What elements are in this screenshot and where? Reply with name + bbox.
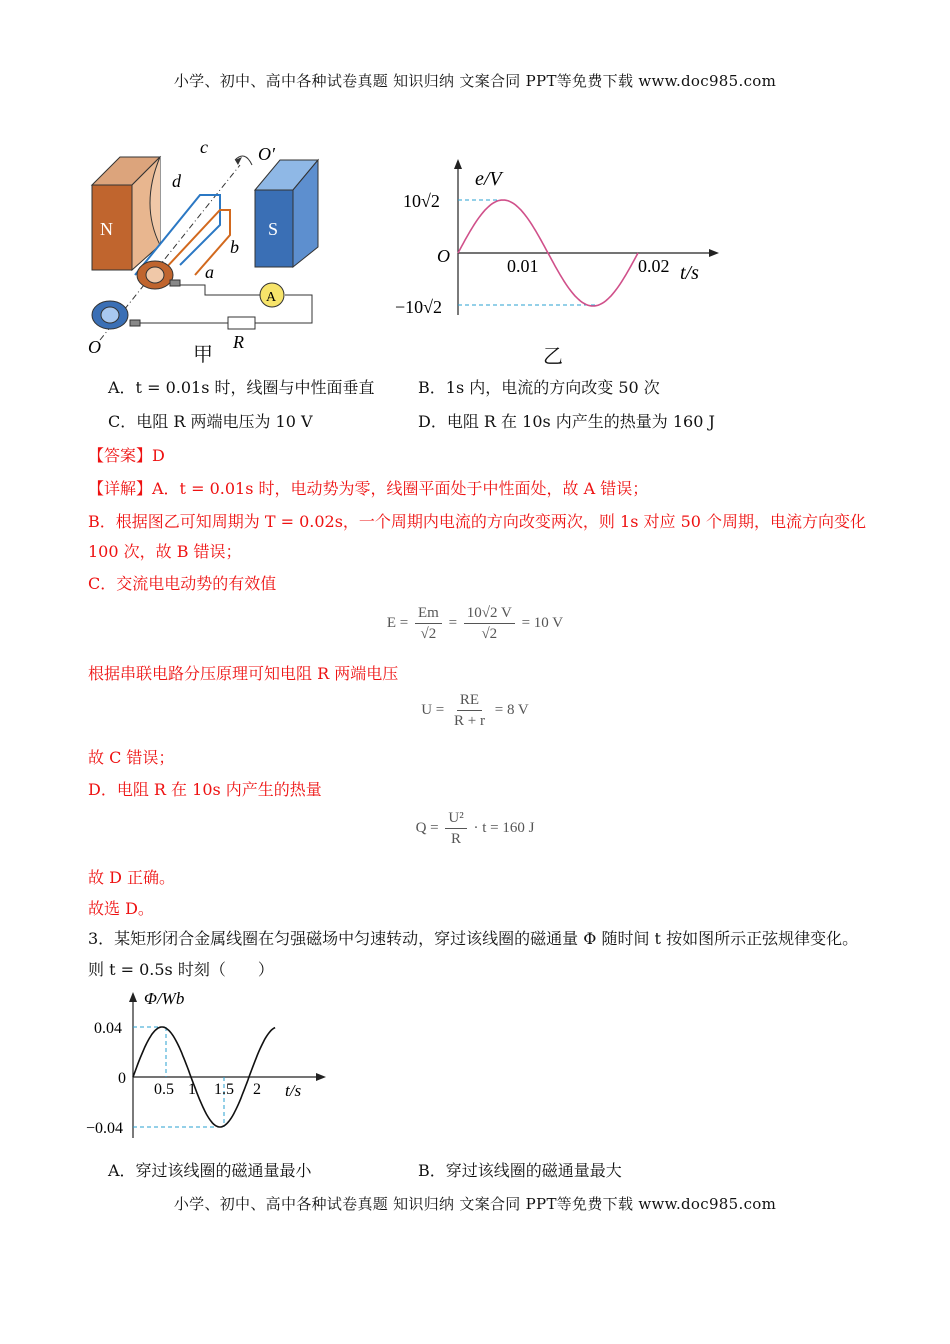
generator-diagram (80, 135, 330, 365)
answer-label: 【答案】D (88, 446, 165, 465)
equation-voltage: U = $\frac{RE}{R + r}$ = 8 V (421, 692, 529, 729)
q3-option-b: B．穿过该线圈的磁通量最大 (418, 1161, 622, 1180)
flux-graph (80, 988, 340, 1140)
flux-y-label: Φ/Wb (144, 989, 185, 1008)
flux-x-label: t/s (285, 1081, 302, 1100)
flux-y-top: 0.04 (94, 1020, 122, 1037)
option-c: C．电阻 R 两端电压为 10 V (108, 412, 313, 431)
origin-label: O (437, 246, 450, 266)
label-r: R (233, 332, 244, 352)
detail-c-line2: 根据串联电路分压原理可知电阻 R 两端电压 (88, 664, 399, 683)
x-axis-label: t/s (680, 262, 699, 284)
flux-y-zero: 0 (118, 1070, 126, 1087)
detail-d-line1: D．电阻 R 在 10s 内产生的热量 (88, 780, 322, 799)
ammeter-label: A (266, 290, 277, 305)
flux-x-tick: 1.5 (214, 1081, 234, 1098)
option-d: D．电阻 R 在 10s 内产生的热量为 160 J (418, 412, 715, 431)
detail-c-line3: 故 C 错误； (88, 748, 175, 767)
detail-a: 【详解】A．t = 0.01s 时，电动势为零，线圈平面处于中性面处，故 A 错误； (88, 479, 649, 498)
q3-stem-line2: 则 t = 0.5s 时刻（ ） (88, 960, 274, 979)
label-a: a (205, 262, 214, 282)
label-d: d (172, 171, 181, 191)
detail-b-line2: 100 次，故 B 错误； (88, 542, 242, 561)
equation-heat: Q = $\frac{\text{U²}}{R}$ · t = 160 J (415, 810, 535, 847)
x-tick-002: 0.02 (638, 256, 670, 276)
label-o: O (88, 337, 101, 357)
flux-x-tick: 1 (188, 1081, 196, 1098)
caption-jia: 甲 (193, 342, 213, 366)
n-pole-label: N (100, 219, 113, 239)
detail-d-line2: 故 D 正确。 (88, 868, 176, 887)
q3-option-a: A．穿过该线圈的磁通量最小 (108, 1161, 312, 1180)
detail-c-line1: C．交流电电动势的有效值 (88, 574, 277, 593)
label-o-prime: O′ (258, 144, 275, 164)
detail-b-line1: B．根据图乙可知周期为 T = 0.02s，一个周期内电流的方向改变两次，则 1s 对应 50 个周期，电流方向变化 (88, 512, 867, 531)
flux-y-bottom: −0.04 (86, 1120, 124, 1137)
flux-x-tick: 0.5 (154, 1081, 174, 1098)
y-tick-bottom: −10√2 (395, 297, 443, 317)
label-b: b (230, 237, 239, 257)
option-b: B．1s 内，电流的方向改变 50 次 (418, 378, 660, 397)
choose-label: 故选 D。 (88, 899, 154, 918)
q3-stem-line1: 3．某矩形闭合金属线圈在匀强磁场中匀速转动，穿过该线圈的磁通量 Φ 随时间 t 按如图所示正弦规律变化。 (88, 929, 859, 948)
y-axis-label: e/V (475, 168, 502, 190)
emf-graph (395, 155, 725, 335)
label-c: c (200, 137, 208, 157)
equation-emf: E = $\frac{Em}{√2}$ = $\frac{10√2 V}{√2}$ = 10 V (386, 605, 564, 642)
page-footer: 小学、初中、高中各种试卷真题 知识归纳 文案合同 PPT等免费下载 www.doc985.com (173, 1195, 777, 1213)
y-tick-top: 10√2 (403, 191, 440, 211)
flux-x-tick: 2 (253, 1081, 261, 1098)
caption-yi: 乙 (543, 344, 563, 368)
x-tick-001: 0.01 (507, 256, 539, 276)
option-a: A．t = 0.01s 时，线圈与中性面垂直 (108, 378, 375, 397)
page-header: 小学、初中、高中各种试卷真题 知识归纳 文案合同 PPT等免费下载 www.doc985.com (173, 72, 777, 90)
s-pole-label: S (268, 219, 279, 239)
